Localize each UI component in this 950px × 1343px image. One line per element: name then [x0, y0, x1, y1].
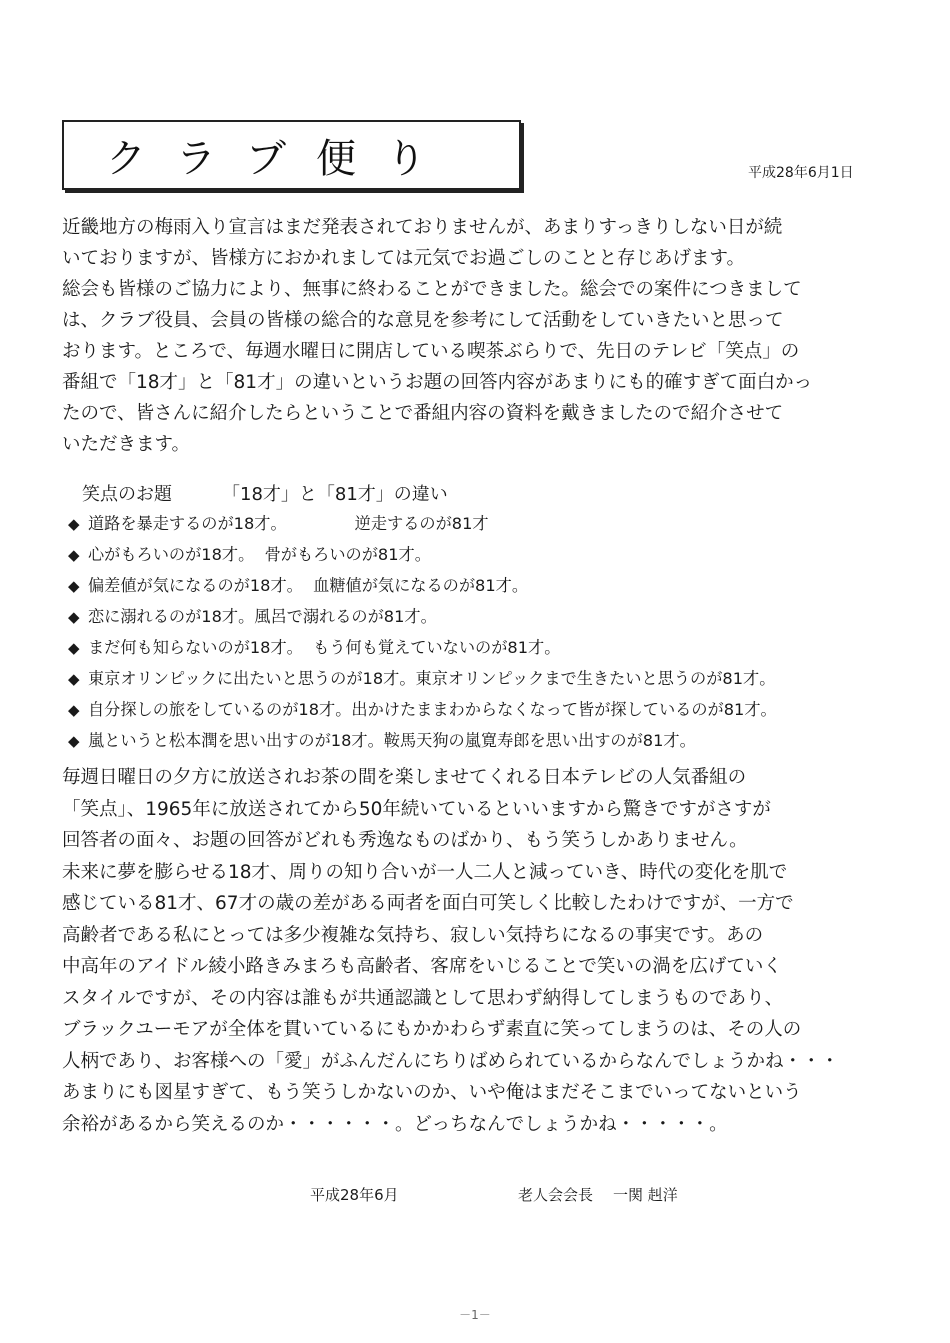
answer-18: 嵐というと松本潤を思い出すのが18才。 [88, 731, 384, 750]
list-item [68, 510, 898, 541]
diamond-bullet-icon: ◆ [68, 639, 80, 657]
intro-line: 番組で「18才」と「81才」の違いというお題の回答内容があまりにも的確すぎて面白かっ [62, 372, 813, 393]
odai-label: 笑点のお題 [82, 484, 172, 505]
answer-81: 東京オリンピックまで生きたいと思うのが81才。 [415, 669, 776, 688]
diamond-bullet-icon: ◆ [68, 670, 80, 688]
answer-81: 出かけたままわからなくなって皆が探しているのが81才。 [351, 700, 777, 719]
essay-line: 未来に夢を膨らせる18才、周りの知り合いが一人二人と減っていき、時代の変化を肌で [62, 861, 788, 883]
intro-line: いておりますが、皆様方におかれましては元気でお過ごしのことと存じあげます。 [62, 248, 746, 269]
diamond-bullet-icon: ◆ [68, 546, 80, 564]
answer-81: 逆走するのが81才 [354, 514, 489, 533]
list-item [68, 541, 898, 572]
intro-paragraph [62, 212, 892, 460]
intro-line: 近畿地方の梅雨入り宣言はまだ発表されておりませんが、あまりすっきりしない日が続 [62, 217, 783, 238]
list-item [68, 727, 898, 758]
title-box [62, 120, 521, 190]
diamond-bullet-icon: ◆ [68, 608, 80, 626]
page-number: －1－ [459, 1308, 491, 1322]
answer-18: 道路を暴走するのが18才。 [88, 514, 287, 533]
essay-line: 中高年のアイドル綾小路きみまろも高齢者、客席をいじることで笑いの渦を広げていく [62, 956, 782, 977]
essay-line: 「笑点」、1965年に放送されてから50年続いているといいますから驚きですがさすが [62, 798, 771, 820]
signature [518, 1184, 678, 1205]
essay-line: ブラックユーモアが全体を貫いているにもかかわらず素直に笑ってしまうのは、その人の [62, 1019, 802, 1040]
answer-18: 心がもろいのが18才。 [88, 545, 255, 564]
intro-line: 総会も皆様のご協力により、無事に終わることができました。総会での案件につきまして [62, 279, 802, 300]
essay-line: 高齢者である私にとっては多少複雑な気持ち、寂しい気持ちになるの事実です。あの [62, 924, 764, 946]
intro-line: たので、皆さんに紹介したらということで番組内容の資料を戴きましたので紹介させて [62, 403, 784, 424]
intro-line: いただきます。 [62, 434, 191, 455]
essay-line: 人柄であり、お客様への「愛」がふんだんにちりばめられているからなんでしょうかね・・・ [62, 1050, 840, 1072]
answer-81: 骨がもろいのが81才。 [264, 545, 431, 564]
answer-81: 鞍馬天狗の嵐寛寿郎を思い出すのが81才。 [383, 731, 696, 750]
author-role: 老人会会長 [518, 1186, 594, 1204]
essay-line: 感じている81才、67才の歳の差がある両者を面白可笑しく比較したわけですが、一方で [62, 893, 794, 914]
answer-18: 東京オリンピックに出たいと思うのが18才。 [88, 669, 416, 688]
answer-18: 自分探しの旅をしているのが18才。 [88, 700, 352, 719]
list-item [68, 572, 898, 603]
answer-18: 偏差値が気になるのが18才。 [88, 576, 303, 595]
essay-line: 毎週日曜日の夕方に放送されお茶の間を楽しませてくれる日本テレビの人気番組の [62, 767, 747, 788]
footer-date: 平成28年6月 [310, 1186, 399, 1204]
essay-line: あまりにも図星すぎて、もう笑うしかないのか、いや俺はまだそこまでいってないという [62, 1082, 802, 1103]
issue-date: 平成28年6月1日 [748, 165, 854, 181]
answer-list [68, 510, 898, 758]
list-item [68, 634, 898, 665]
diamond-bullet-icon: ◆ [68, 732, 80, 750]
answer-81: 風呂で溺れるのが81才。 [254, 607, 437, 626]
odai-topic: 「18才」と「81才」の違い [222, 484, 448, 505]
answer-81: もう何も覚えていないのが81才。 [313, 638, 561, 657]
diamond-bullet-icon: ◆ [68, 701, 80, 719]
answer-18: 恋に溺れるのが18才。 [88, 607, 255, 626]
list-item [68, 696, 898, 727]
essay-line: 余裕があるから笑えるのか・・・・・・。どっちなんでしょうかね・・・・・。 [62, 1113, 728, 1135]
essay-line: 回答者の面々、お題の回答がどれも秀逸なものばかり、もう笑うしかありません。 [62, 830, 748, 851]
author-name: 一関 赳洋 [613, 1186, 678, 1204]
essay-line: スタイルですが、その内容は誰もが共通認識として思わず納得してしまうものであり、 [62, 987, 784, 1009]
intro-line: は、クラブ役員、会員の皆様の総合的な意見を参考にして活動をしていきたいと思って [62, 310, 784, 331]
diamond-bullet-icon: ◆ [68, 515, 80, 533]
diamond-bullet-icon: ◆ [68, 577, 80, 595]
page-title: クラブ便り [106, 135, 456, 182]
list-item [68, 603, 898, 634]
list-item [68, 665, 898, 696]
essay-paragraph [62, 762, 892, 1140]
answer-81: 血糖値が気になるのが81才。 [313, 576, 529, 595]
odai-heading [82, 480, 448, 506]
intro-line: おります。ところで、毎週水曜日に開店している喫茶ぶらりで、先日のテレビ「笑点」の [62, 341, 800, 362]
answer-18: まだ何も知らないのが18才。 [88, 638, 303, 657]
